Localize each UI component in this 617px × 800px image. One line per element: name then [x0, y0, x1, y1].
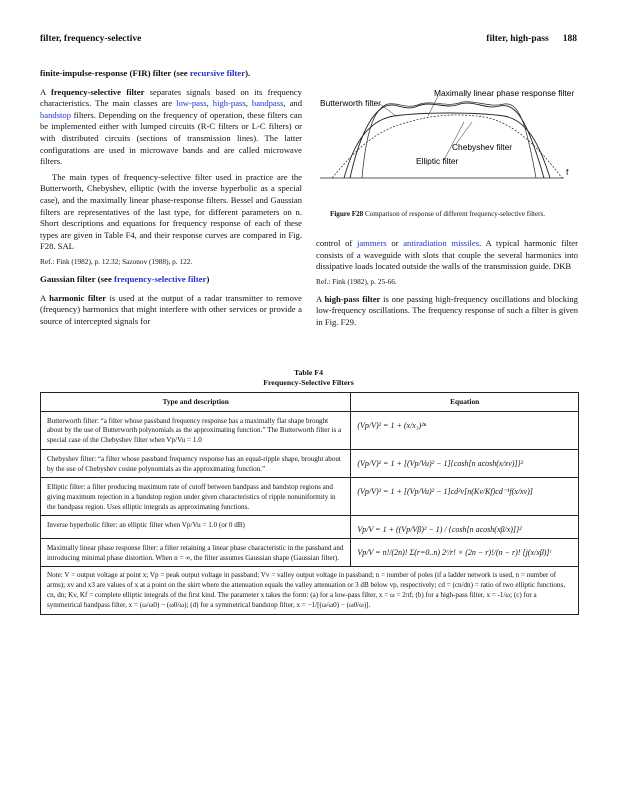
text-span: control of: [316, 238, 357, 248]
text-span: is one passing high-frequency oscillations and blocking low-frequency oscillations. The frequency response of such a filter is given in Fig. F29.: [316, 293, 578, 327]
entry-high-pass-filter: [316, 294, 578, 329]
table-note-row: [41, 567, 579, 615]
text-span: ,: [206, 98, 213, 109]
text-span: filters. Depending on the frequency of operation, these filters can be implemented either with lumped circuits (R-C filters or L-C filters) or with distributed circuits (sections of transmission lines). The latter configurations are used in microwave bands and are called microwave filters.: [40, 109, 302, 167]
row-description: Butterworth filter: “a filter whose passband frequency response has a maximally flat shape brought about by the use of Butterworth polynomials as the approximating function.” The Butterworth filter is a special case of the Chebyshev filter when Vp/Vu = 1.0: [41, 411, 351, 449]
column-header-type: Type and description: [41, 393, 351, 412]
label-butterworth: Butterworth filter: [320, 98, 381, 108]
max-linear-curve: [332, 115, 562, 178]
equation-text: (Vp/V)² = 1 + (x/x₃)²ⁿ: [357, 420, 427, 430]
chebyshev-curve: [350, 103, 544, 178]
butterworth-curve: [344, 113, 550, 178]
page-number: 188: [562, 34, 577, 44]
entry-term: finite-impulse-response (FIR) filter: [40, 68, 172, 78]
table-note: Note: V = output voltage at point x; Vp = peak output voltage in passband; Vv = valley output voltage in passband; n = number of poles (if a ladder network is used, n = number of arms); xv and x3 are values of x at a point on the skirt where the attenuation equals the valley attenuation or 3 dB below vp, respectively; cd = (cn/dn) = ratio of two elliptic functions, cn, dn; Kv, Kf = complete elliptic integrals of the first kind. The parameter x takes the form: (a) for a low-pass filter, x = ω = 2πf; (b) for a high-pass filter, x = -1/ω; (c) for a symmetrical bandpass filter, x = (ω/ω0) − (ω0/ω); (d) for a symmetrical bandstop filter, x = −1/[(ω/ω0) − (ω0/ω)].: [41, 567, 579, 615]
figure-caption: [330, 210, 560, 220]
text-span: separates signals based on its frequency characteristics. The main classes are: [40, 86, 302, 109]
filters-table: [40, 392, 579, 615]
link-low-pass[interactable]: low-pass: [176, 98, 207, 109]
link-bandstop[interactable]: bandstop: [40, 109, 72, 120]
text-span: is used at the output of a radar transmitter to remove (frequency) harmonics that might interfere with other services or provide a source of intercepted signals for: [40, 292, 302, 326]
entry-term: high-pass filter: [324, 293, 381, 304]
link-frequency-selective-filter[interactable]: frequency-selective filter: [114, 273, 207, 284]
figure-f28-response-curves: [314, 82, 578, 212]
row-description: Inverse hyperbolic filter: an elliptic filter when Vp/Vu = 1.0 (or 0 dB): [41, 516, 351, 539]
text-span: , and: [283, 98, 302, 109]
running-header-left: filter, frequency-selective: [40, 34, 142, 44]
entry-frequency-selective-filter: [40, 87, 302, 168]
equation-text: (Vp/V)² = 1 + [(Vp/Vu)² − 1]cd²v[n(Kv/Kf)cd⁻¹f(x/xv)]: [357, 487, 533, 497]
reference-line: Ref.: Fink (1982), p. 12.32; Sazonov (1988), p. 122.: [40, 256, 193, 266]
table-row: [41, 411, 579, 449]
caption-number: Figure F28: [330, 210, 364, 218]
text-span: A: [40, 86, 51, 97]
cross-ref-suffix: ): [206, 273, 210, 284]
table-row: [41, 478, 579, 516]
paragraph-harmonic-continued: [316, 238, 578, 273]
table-title: Table F4: [294, 368, 323, 377]
row-equation: [351, 478, 579, 516]
link-bandpass[interactable]: bandpass: [251, 98, 284, 109]
table-row: [41, 516, 579, 539]
caption-text: Comparison of response of different frequency-selective filters.: [363, 210, 546, 218]
table-row: [41, 539, 579, 567]
link-high-pass[interactable]: high-pass: [212, 98, 246, 109]
text-span: A: [316, 293, 325, 304]
label-elliptic: Elliptic filter: [416, 156, 459, 166]
entry-term: frequency-selective filter: [51, 86, 145, 97]
leader-elliptic: [444, 122, 464, 160]
entry-gaussian-filter: [40, 274, 302, 286]
cross-ref-prefix: (see: [95, 273, 115, 284]
text-span: ,: [245, 98, 252, 109]
link-recursive-filter[interactable]: recursive filter: [189, 68, 246, 78]
equation-text: (Vp/V)² = 1 + [(Vp/Vu)² − 1]{cosh[n acosh(x/xv)]}²: [357, 458, 524, 468]
entry-fir-filter: [40, 68, 302, 80]
row-equation: [351, 411, 579, 449]
table-subtitle: Frequency-Selective Filters: [263, 378, 354, 387]
running-header-right: [486, 34, 577, 44]
running-header-term: filter, high-pass: [486, 34, 549, 44]
equation-text: Vp/V = 1 + ((Vp/Vβ)² − 1) / {cosh[n acosh(xβ/x)]}²: [357, 525, 522, 535]
entry-term: Gaussian filter: [40, 273, 96, 284]
entry-term: harmonic filter: [49, 292, 107, 303]
cross-ref-suffix: ).: [245, 68, 251, 78]
entry-harmonic-filter: [40, 293, 302, 328]
link-jammers[interactable]: jammers: [356, 238, 387, 248]
equation-text: Vp/V = n!/(2n)! Σ(r=0..n) 2ʳ/r! × (2n − r)!/(n − r)! [j(x/xβ)]ʳ: [357, 548, 552, 558]
cross-ref-prefix: (see: [171, 68, 190, 78]
row-description: Maximally linear phase response filter: a filter retaining a linear phase characteristic in the passband and introducing minimal phase distortion. When n = ∞, the filter assumes Gaussian shape (Gaussian filter).: [41, 539, 351, 567]
row-description: Chebyshev filter: “a filter whose passband frequency response has an equal-ripple shape, brought about by the use of Chebyshev cosine polynomials as the approximating function.”: [41, 449, 351, 477]
row-equation: [351, 516, 579, 539]
table-row: [41, 449, 579, 477]
label-max-linear: Maximally linear phase response filter: [434, 88, 575, 98]
text-span: A: [40, 292, 50, 303]
paragraph-filter-types: The main types of frequency-selective filter used in practice are the Butterworth, Chebyshev, elliptic (with the inverse hyperbolic as a special case), and the maximally linear phase-response filters. Bessel and Gaussian filters are representatives of the last type, for different parameters on n. Short descriptions and equations for frequency response of each of these types are given in Table F4, and their response curves are compared in Fig. F28. SAL: [40, 171, 302, 252]
link-antiradiation-missiles[interactable]: antiradiation missiles: [403, 238, 480, 248]
row-equation: [351, 539, 579, 567]
reference-line: Ref.: Fink (1982), p. 25-66.: [316, 276, 397, 286]
label-axis-f: f: [566, 167, 569, 177]
text-span: or: [386, 238, 404, 248]
right-column: [316, 238, 578, 333]
row-equation: [351, 449, 579, 477]
label-chebyshev: Chebyshev filter: [452, 142, 513, 152]
table-header-row: [41, 393, 579, 412]
text-span: . A typical harmonic filter consists of a waveguide with slots that couple the several harmonics into dissipative loads located outside the walls of the transmission guide. DKB: [316, 238, 578, 272]
left-column: [40, 68, 302, 331]
column-header-equation: Equation: [351, 393, 579, 412]
row-description: Elliptic filter: a filter producing maximum rate of cutoff between bandpass and bandstop regions and giving maximum rejection in a bandstop region under given characteristics of ripple nonuniformity in the bandpass region. Uses elliptic integrals as approximating functions.: [41, 478, 351, 516]
